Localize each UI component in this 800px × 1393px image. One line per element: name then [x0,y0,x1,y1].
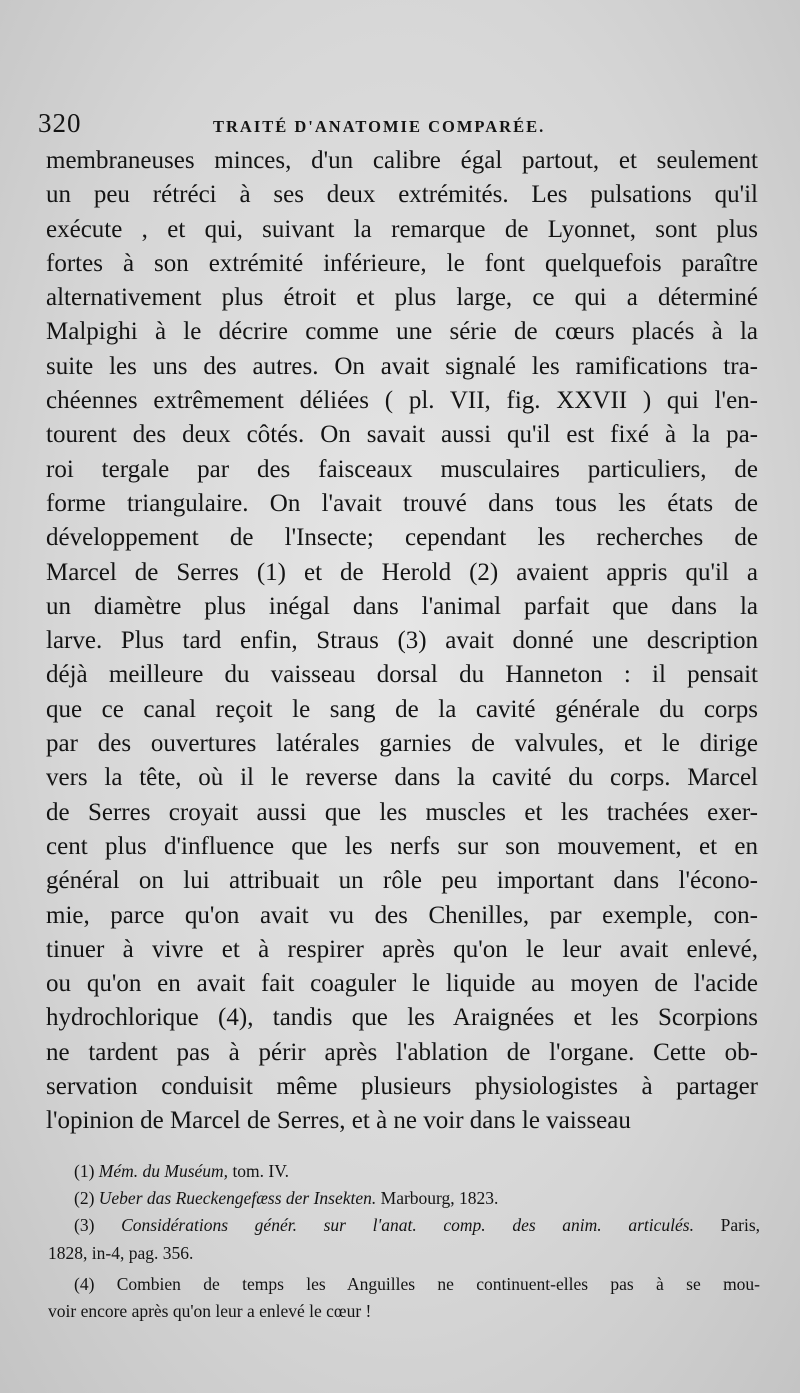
text-line: roi tergale par des faisceaux musculaires particuliers, de [46,455,758,483]
text-line: un diamètre plus inégal dans l'animal parfait que dans la [46,592,758,620]
footnote-4 [48,1271,760,1298]
main-text [46,144,758,1139]
text-line: mie, parce qu'on avait vu des Chenilles, par exemple, con- [46,901,758,929]
footnote-detail: tom. IV. [228,1161,289,1181]
text-line: Marcel de Serres (1) et de Herold (2) avaient appris qu'il a [46,558,758,586]
text-line: l'opinion de Marcel de Serres, et à ne voir dans le vaisseau [46,1107,631,1135]
text-line: servation conduisit même plusieurs physiologistes à partager [46,1073,758,1101]
text-line: membraneuses minces, d'un calibre égal partout, et seulement [46,147,758,174]
footnote-1 [48,1158,760,1185]
footnote-4-continuation: voir encore après qu'on leur a enlevé le cœur ! [48,1301,372,1322]
running-title: TRAITÉ D'ANATOMIE COMPARÉE. [213,117,546,136]
footnote-number: (3) [74,1215,95,1236]
page-number: 320 [38,108,82,138]
footnote-detail: Paris, [693,1215,760,1236]
footnotes [48,1158,760,1325]
text-line: que ce canal reçoit le sang de la cavité générale du corps [46,695,758,723]
text-line: hydrochlorique (4), tandis que les Araignées et les Scorpions [46,1004,758,1032]
footnote-3 [48,1212,760,1239]
text-line: larve. Plus tard enfin, Straus (3) avait donné une description [46,627,758,655]
text-line: général on lui attribuait un rôle peu important dans l'écono- [46,867,758,895]
text-line: exécute , et qui, suivant la remarque de Lyonnet, sont plus [46,215,758,243]
footnote-citation: Considérations génér. sur l'anat. comp. des anim. articulés. [121,1215,694,1236]
footnote-text: Combien de temps les Anguilles ne continuent-elles pas à se mou- [116,1273,761,1294]
footnote-number: (1) [74,1161,95,1181]
text-line: vers la tête, où il le reverse dans la cavité du corps. Marcel [46,764,758,792]
text-line: alternativement plus étroit et plus large, ce qui a déterminé [46,284,758,312]
text-line: fortes à son extrémité inférieure, le font quelquefois paraître [46,249,758,277]
page-header [38,108,760,142]
text-line: déjà meilleure du vaisseau dorsal du Hanneton : il pensait [46,661,758,689]
footnote-citation: Mém. du Muséum, [98,1161,229,1181]
footnote-number: (4) [74,1273,95,1294]
text-line: ne tardent pas à périr après l'ablation de l'organe. Cette ob- [46,1038,758,1066]
text-line: tourent des deux côtés. On savait aussi qu'il est fixé à la pa- [46,421,758,449]
text-line: cent plus d'influence que les nerfs sur son mouvement, et en [46,832,758,860]
text-line: Malpighi à le décrire comme une série de cœurs placés à la [46,318,758,346]
text-line: tinuer à vivre et à respirer après qu'on le leur avait enlevé, [46,935,758,963]
text-line: chéennes extrêmement déliées ( pl. VII, fig. XXVII ) qui l'en- [46,387,758,415]
footnote-number: (2) [74,1188,95,1209]
footnote-citation: Ueber das Rueckengefæss der Insekten. [98,1188,377,1209]
footnote-detail: Marbourg, 1823. [376,1188,499,1209]
footnote-2 [48,1185,760,1212]
text-line: suite les uns des autres. On avait signalé les ramifications tra- [46,352,758,380]
text-line: ou qu'on en avait fait coaguler le liquide au moyen de l'acide [46,970,758,998]
text-line: développement de l'Insecte; cependant les recherches de [46,524,758,552]
text-line: forme triangulaire. On l'avait trouvé dans tous les états de [46,489,758,517]
text-line: par des ouvertures latérales garnies de valvules, et le dirige [46,730,758,758]
footnote-3-continuation: 1828, in-4, pag. 356. [48,1242,194,1263]
text-line: un peu rétréci à ses deux extrémités. Les pulsations qu'il [46,181,758,209]
text-line: de Serres croyait aussi que les muscles et les trachées exer- [46,798,758,826]
